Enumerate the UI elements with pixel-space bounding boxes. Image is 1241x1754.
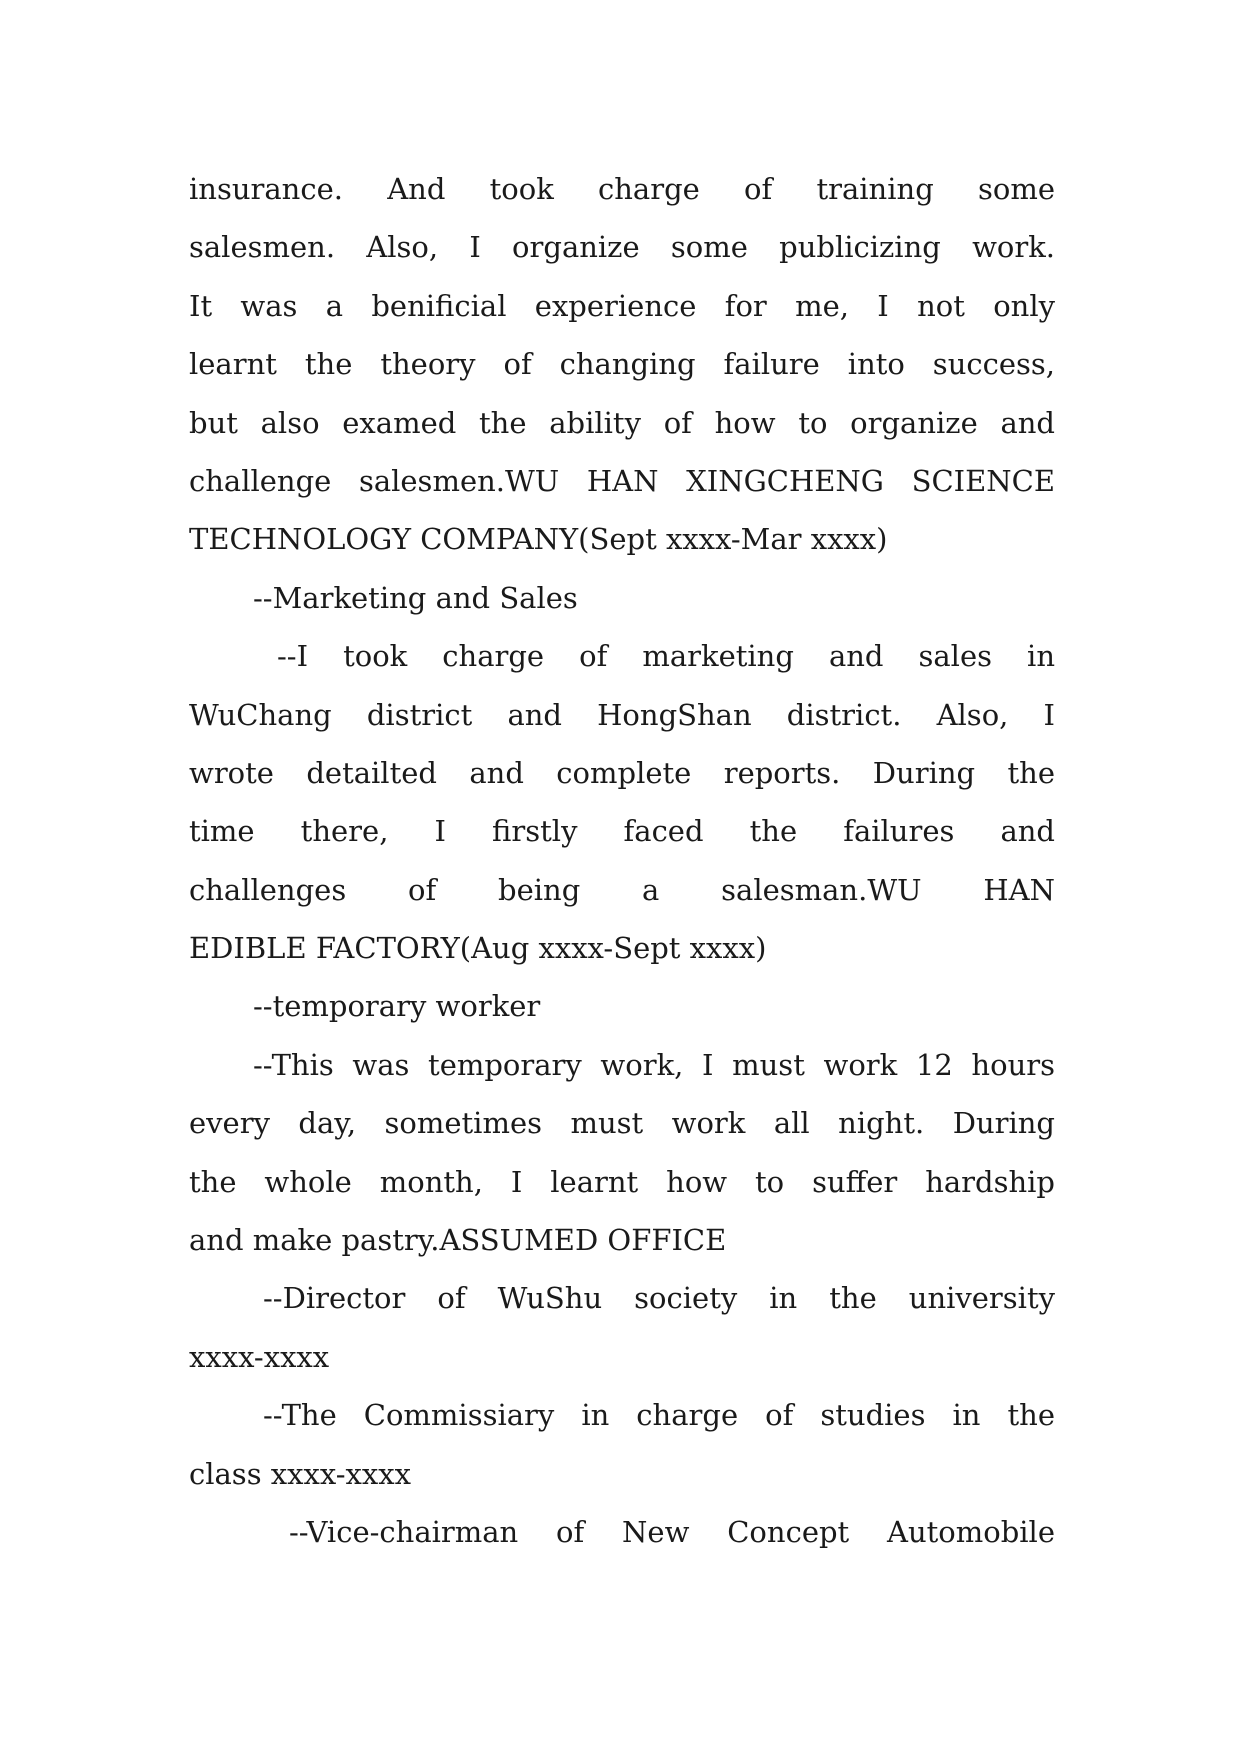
text-line: but also examed the ability of how to organize and	[189, 405, 1055, 440]
text-line: and make pastry.ASSUMED OFFICE	[189, 1223, 727, 1258]
text-line: class xxxx-xxxx	[189, 1456, 411, 1491]
text-line: --The Commissiary in charge of studies in the	[263, 1398, 1055, 1433]
text-line: --temporary worker	[253, 989, 541, 1024]
text-line: xxxx-xxxx	[189, 1339, 330, 1374]
text-line: EDIBLE FACTORY(Aug xxxx-Sept xxxx)	[189, 931, 767, 966]
document-page	[189, 160, 1055, 1561]
text-line: time there, I firstly faced the failures and	[189, 814, 1055, 849]
text-line: --I took charge of marketing and sales in	[277, 639, 1055, 674]
text-line: --Marketing and Sales	[253, 580, 578, 615]
text-line: --Vice-chairman of New Concept Automobile	[289, 1514, 1055, 1549]
text-line: challenge salesmen.WU HAN XINGCHENG SCIENCE	[189, 463, 1055, 498]
text-line: TECHNOLOGY COMPANY(Sept xxxx-Mar xxxx)	[189, 522, 888, 557]
text-line: --This was temporary work, I must work 12 hours	[253, 1047, 1055, 1082]
text-line: challenges of being a salesman.WU HAN	[189, 872, 1055, 907]
text-line: the whole month, I learnt how to suffer hardship	[189, 1164, 1055, 1199]
text-line: --Director of WuShu society in the university	[263, 1281, 1055, 1316]
text-line: It was a benificial experience for me, I not only	[189, 288, 1055, 323]
text-line: wrote detailted and complete reports. During the	[189, 755, 1055, 790]
text-line: every day, sometimes must work all night. During	[189, 1106, 1055, 1141]
text-line: WuChang district and HongShan district. Also, I	[189, 697, 1055, 732]
text-line: learnt the theory of changing failure into success,	[189, 347, 1055, 382]
text-line: insurance. And took charge of training some	[189, 172, 1055, 206]
text-line: salesmen. Also, I organize some publicizing work.	[189, 230, 1055, 265]
